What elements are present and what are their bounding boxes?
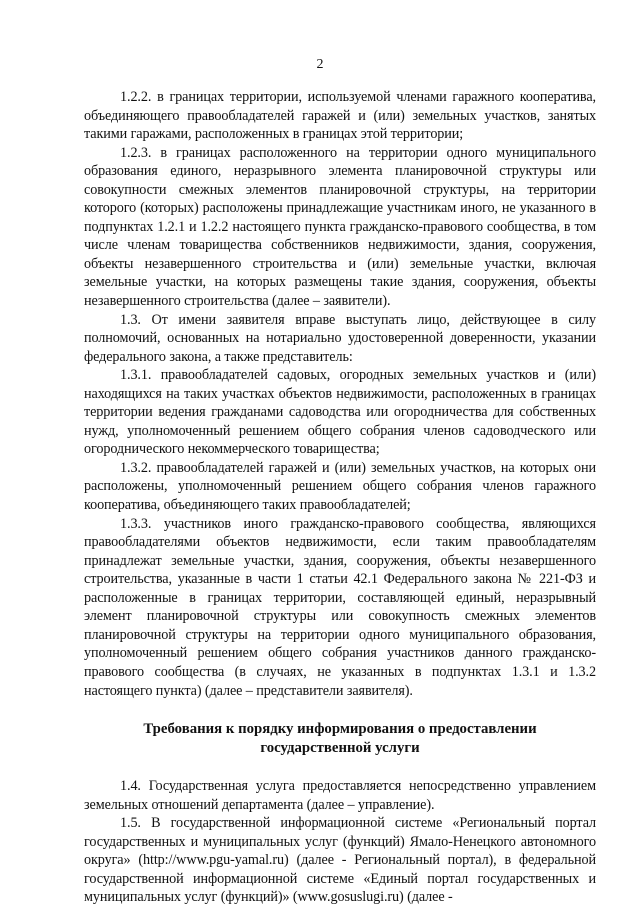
section-heading — [84, 720, 596, 758]
document-body — [84, 88, 596, 907]
paragraph-1-4: 1.4. Государственная услуга предоставляется непосредственно управлением земельных отношений департамента (далее – управление). — [84, 778, 596, 813]
section-heading-line-2: государственной услуги — [260, 740, 420, 757]
section-heading-line-1: Требования к порядку информирования о предоставлении — [143, 721, 537, 738]
paragraph-1-2-2: 1.2.2. в границах территории, используемой членами гаражного кооператива, объединяющего правообладателей гаражей и (или) земельных участков, занятых такими гаражами, расположенных в границах этой территории; — [84, 89, 596, 143]
paragraph-1-3-2: 1.3.2. правообладателей гаражей и (или) земельных участков, на которых они расположены, уполномоченный решением общего собрания членов гаражного кооператива, объединяющего таких правообладателей; — [84, 459, 596, 514]
paragraph-1-5: 1.5. В государственной информационной системе «Региональный портал государственных и муниципальных услуг (функций) Ямало-Ненецкого автономного округа» (http://www.pgu-yamal.ru) (далее - Региональный портал), в федеральной государственной информационной системе «Единый портал государственных и муниципальных услуг (функций)» (www.gosuslugi.ru) (далее - — [84, 815, 596, 906]
paragraph-1-2-3: 1.2.3. в границах расположенного на территории одного муниципального образования единого, неразрывного элемента планировочной структуры или совокупности смежных элементов планировочной структуры, на территории которого (которых) расположены принадлежащие участникам иного, не указанного в подпунктах 1.2.1 и 1.2.2 настоящего пункта гражданско-правового сообщества, в том числе членам товарищества собственников недвижимости, здания, сооружения, объекты незавершенного строительства и (или) земельные участки, включая земельные участки, на которых размещены такие здания, сооружения, объекты незавершенного строительства (далее – заявители). — [84, 144, 596, 310]
paragraph-1-3: 1.3. От имени заявителя вправе выступать лицо, действующее в силу полномочий, основанных на нотариально удостоверенной доверенности, указании федерального закона, а также представитель: — [84, 311, 596, 365]
page-number: 2 — [316, 57, 324, 72]
paragraph-1-3-3: 1.3.3. участников иного гражданско-правового сообщества, являющихся правообладателями объектов недвижимости, если таким правообладателям принадлежат земельные участки, здания, сооружения, объекты незавершенного строительства, указанные в части 1 статьи 42.1 Федерального закона № 221-ФЗ и расположенные в границах территории, составляющей единый, неразрывный элемент планировочной структуры или совокупность смежных элементов планировочной структуры на территории одного муниципального образования, уполномоченный решением общего собрания участников данного гражданско-правового сообщества (в случаях, не указанных в подпунктах 1.3.1 и 1.3.2 настоящего пункта) (далее – представители заявителя). — [84, 515, 596, 699]
paragraph-1-3-1: 1.3.1. правообладателей садовых, огородных земельных участков и (или) находящихся на таких участках объектов недвижимости, расположенных в границах территории ведения гражданами садоводства или огородничества для собственных нужд, уполномоченный решением общего собрания членов садоводческого или огороднического некоммерческого товарищества; — [84, 367, 596, 458]
